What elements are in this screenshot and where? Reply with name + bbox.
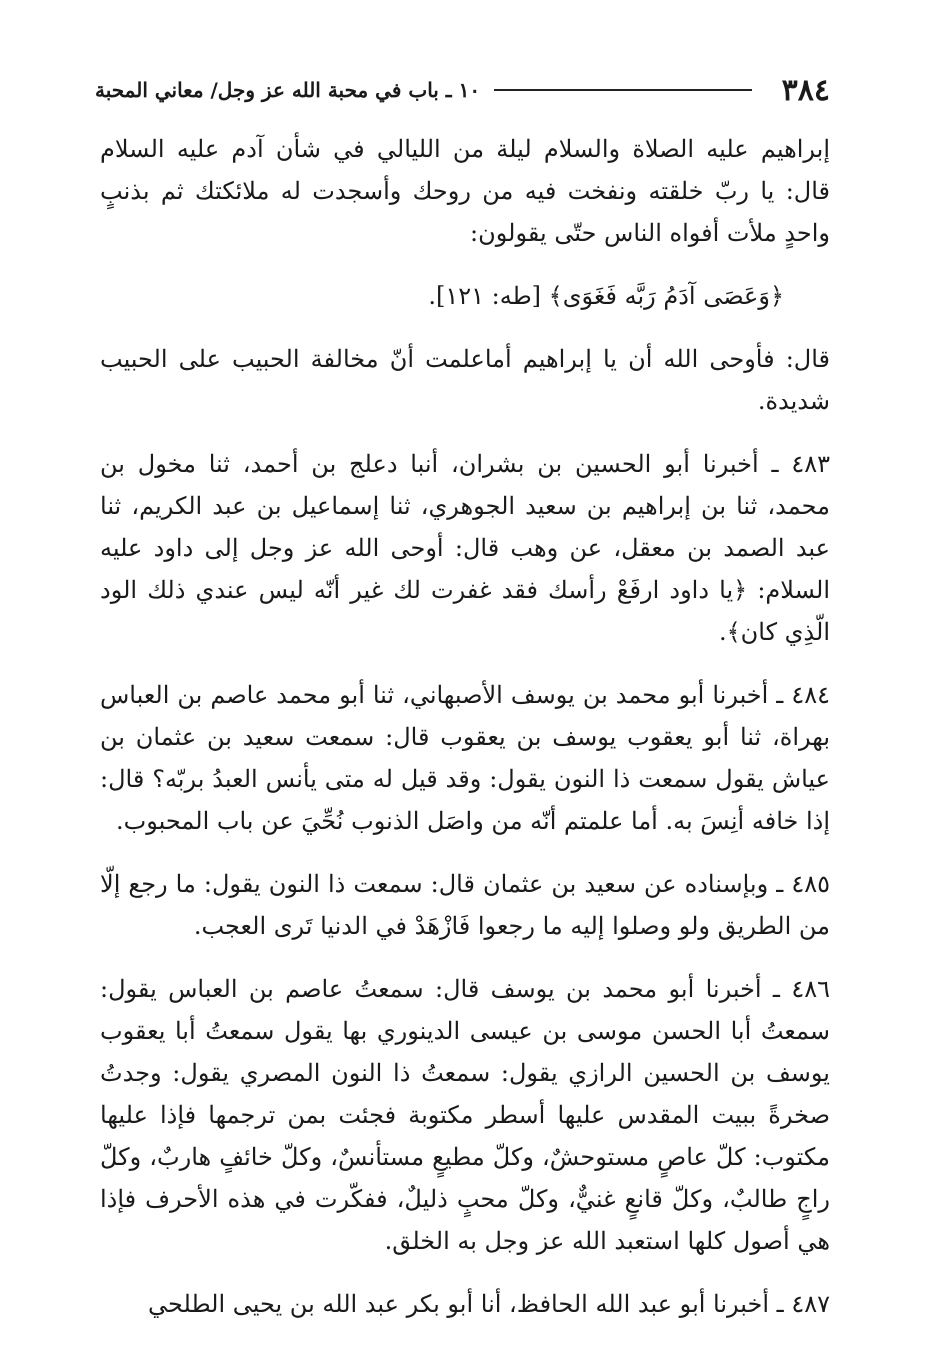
hadith-487: ٤٨٧ ـ أخبرنا أبو عبد الله الحافظ، أنا أبو بكر عبد الله بن يحيى الطلحي [148, 1290, 830, 1318]
running-title: ١٠ ـ باب في محبة الله عز وجل/ معاني المحبة [95, 78, 481, 102]
hadith-484: ٤٨٤ ـ أخبرنا أبو محمد بن يوسف الأصبهاني، ثنا أبو محمد عاصم بن العباس بهراة، ثنا أبو يعقوب يوسف بن يعقوب قال: سمعت سعيد بن عثمان بن عياش يقول سمعت ذا النون يقول: وقد قيل له متى يأنس العبدُ بربّه؟ قال: إذا خافه أنِسَ به. أما علمتم أنّه من واصَل الذنوب نُحِّيَ عن باب المحبوب. [100, 681, 830, 835]
page-header [95, 70, 830, 110]
quran-quote: ﴿وَعَصَى آدَمُ رَبَّه فَغَوَى﴾ [طه: ١٢١]. [428, 282, 784, 310]
paragraph-intro: إبراهيم عليه الصلاة والسلام ليلة من الليالي في شأن آدم عليه السلام قال: يا ربّ خلقته ونفخت فيه من روحك وأسجدت له ملائكتك ثم بذنبٍ واحدٍ ملأت أفواه الناس حتّى يقولون: [100, 135, 830, 247]
page-body [100, 128, 830, 1346]
hadith-483: ٤٨٣ ـ أخبرنا أبو الحسين بن بشران، أنبا دعلج بن أحمد، ثنا مخول بن محمد، ثنا بن إبراهيم بن سعيد الجوهري، ثنا إسماعيل بن عبد الكريم، ثنا عبد الصمد بن معقل، عن وهب قال: أوحى الله عز وجل إلى داود عليه السلام: ﴿يا داود ارفَعْ رأسك فقد غفرت لك غير أنّه ليس عندي ذلك الود الّذِي كان﴾. [100, 450, 830, 646]
hadith-485: ٤٨٥ ـ وبإسناده عن سعيد بن عثمان قال: سمعت ذا النون يقول: ما رجع إلّا من الطريق ولو وصلوا إليه ما رجعوا فَازْهَدْ في الدنيا تَرى العجب. [100, 870, 830, 940]
header-rule [494, 89, 752, 91]
page-number: ٣٨٤ [781, 72, 830, 108]
paragraph-revelation: قال: فأوحى الله أن يا إبراهيم أماعلمت أنّ مخالفة الحبيب على الحبيب شديدة. [100, 345, 830, 415]
hadith-486: ٤٨٦ ـ أخبرنا أبو محمد بن يوسف قال: سمعتُ عاصم بن العباس يقول: سمعتُ أبا الحسن موسى بن عيسى الدينوري بها يقول سمعتُ أبا يعقوب يوسف بن الحسين الرازي يقول: سمعتُ ذا النون المصري يقول: وجدتُ صخرةً ببيت المقدس عليها أسطر مكتوبة فجئت بمن ترجمها فإذا عليها مكتوب: كلّ عاصٍ مستوحشٌ، وكلّ مطيعٍ مستأنسٌ، وكلّ خائفٍ هاربٌ، وكلّ راجٍ طالبٌ، وكلّ قانعٍ غنيٌّ، وكلّ محبٍ ذليلٌ، ففكّرت في هذه الأحرف فإذا هي أصول كلها استعبد الله عز وجل به الخلق. [100, 975, 830, 1255]
